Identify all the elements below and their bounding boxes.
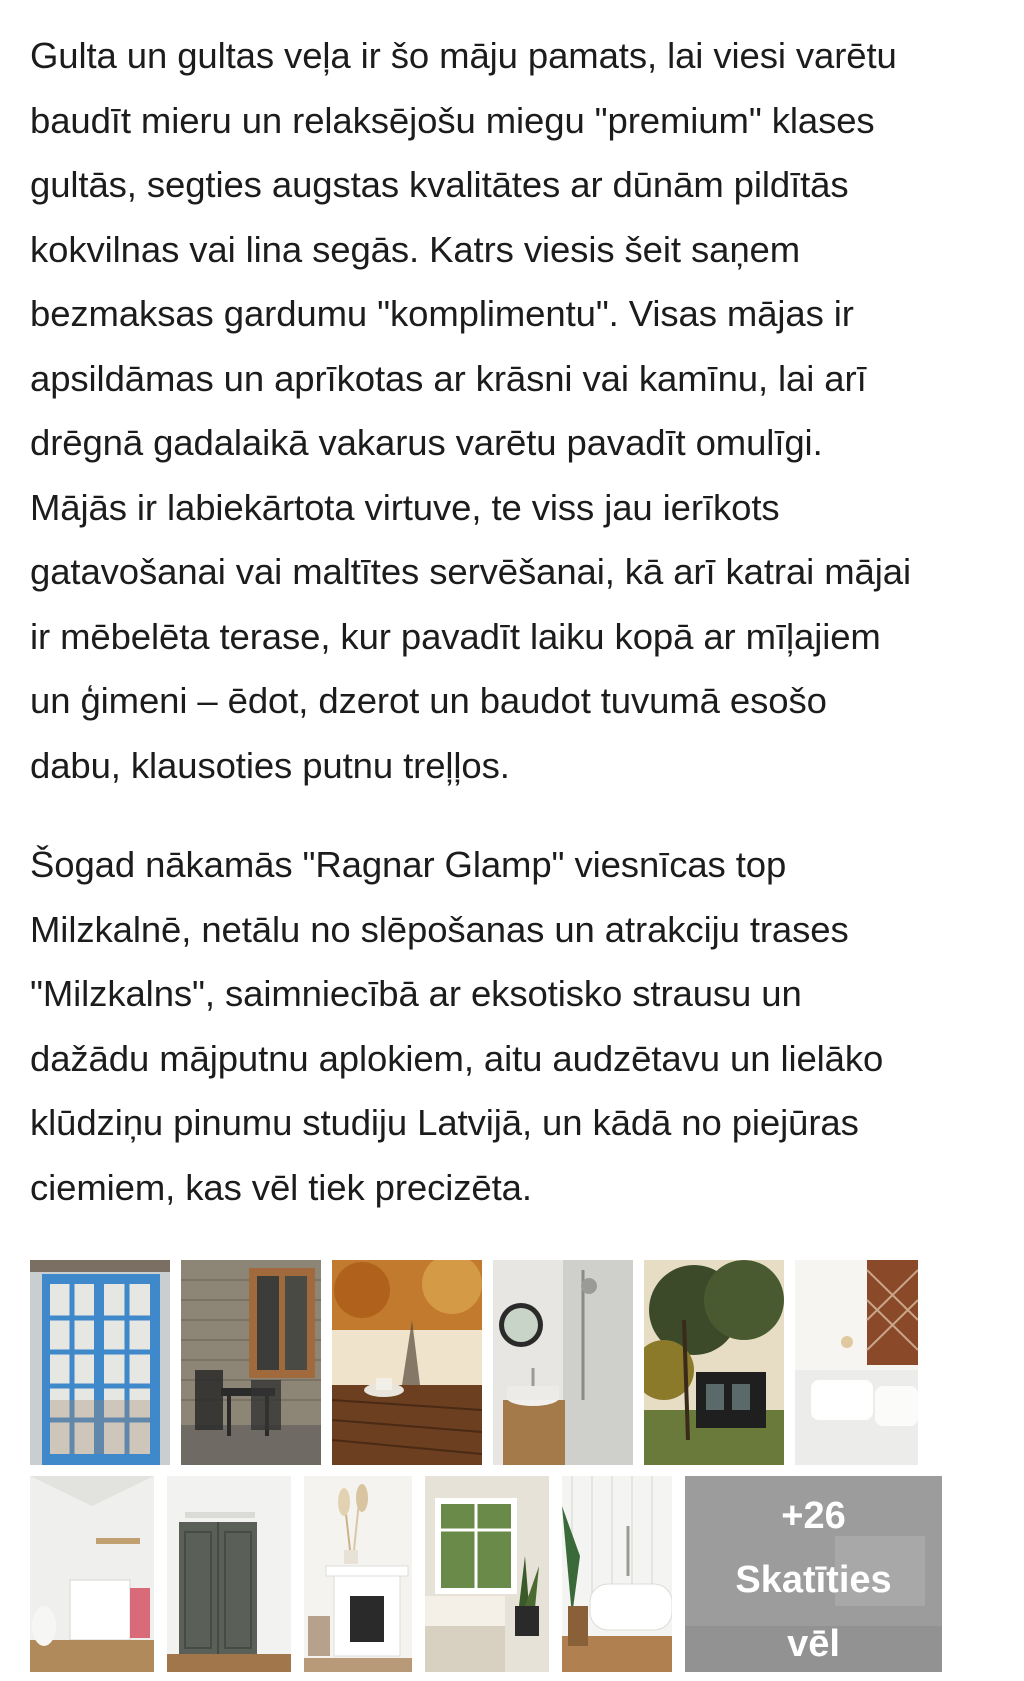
more-link-line1: Skatīties [735,1559,892,1601]
gallery-thumb-wardrobe[interactable] [167,1476,291,1672]
photo-gallery-row-1 [30,1260,918,1465]
article-paragraph: Gulta un gultas veļa ir šo māju pamats, lai viesi varētu baudīt mieru un relaksējošu miegu "premium" klases gultās, segties augstas kvalitātes ar dūnām pildītās kokvilnas vai lina segās. Katrs viesis šeit saņem bezmaksas gardumu "komplimentu". Visas mājas ir apsildāmas un aprīkotas ar krāsni vai kamīnu, lai arī drēgnā gadalaikā vakarus varētu pavadīt omulīgi. Mājās ir labiekārtota virtuve, te viss jau ierīkots gatavošanai vai maltītes servēšanai, kā arī katrai mājai ir mēbelēta terase, kur pavadīt laiku kopā ar mīļajiem un ģimeni – ēdot, dzerot un baudot tuvumā esošo dabu, klausoties putnu treļļos. [30,35,911,786]
see-more-photos-button[interactable] [685,1476,942,1672]
gallery-thumb-bedroom-window[interactable] [425,1476,549,1672]
photo-gallery-row-2 [30,1476,942,1672]
gallery-thumb-kitchenette[interactable] [30,1476,154,1672]
more-link-line2: vēl [787,1623,840,1665]
photo-wardrobe-doors [167,1476,291,1672]
gallery-thumb-bathroom[interactable] [493,1260,633,1465]
photo-white-fireplace [304,1476,412,1672]
photo-lake-view-table [332,1260,482,1465]
photo-kitchenette [30,1476,154,1672]
photo-white-bedroom [795,1260,918,1465]
gallery-thumb-lake-view[interactable] [332,1260,482,1465]
photo-bathtub [562,1476,672,1672]
gallery-thumb-black-cabin[interactable] [644,1260,784,1465]
gallery-thumb-fireplace[interactable] [304,1476,412,1672]
gallery-thumb-bathtub[interactable] [562,1476,672,1672]
more-count: +26 [781,1495,846,1537]
photo-bedroom-window [425,1476,549,1672]
photo-blue-door [30,1260,170,1465]
photo-wooden-house-terrace [181,1260,321,1465]
gallery-thumb-blue-door[interactable] [30,1260,170,1465]
gallery-thumb-wooden-house[interactable] [181,1260,321,1465]
gallery-thumb-white-bedroom[interactable] [795,1260,918,1465]
article-paragraph: Šogad nākamās "Ragnar Glamp" viesnīcas top Milzkalnē, netālu no slēpošanas un atrakciju trases "Milzkalns", saimniecībā ar eksotisko strausu un dažādu mājputnu aplokiem, aitu audzētavu un lielāko klūdziņu pinumu studiju Latvijā, un kādā no piejūras ciemiem, kas vēl tiek precizēta. [30,844,884,1208]
article-body [30,24,1000,1220]
see-more-label [685,1484,942,1672]
photo-black-cabin-autumn [644,1260,784,1465]
photo-bathroom-sink [493,1260,633,1465]
